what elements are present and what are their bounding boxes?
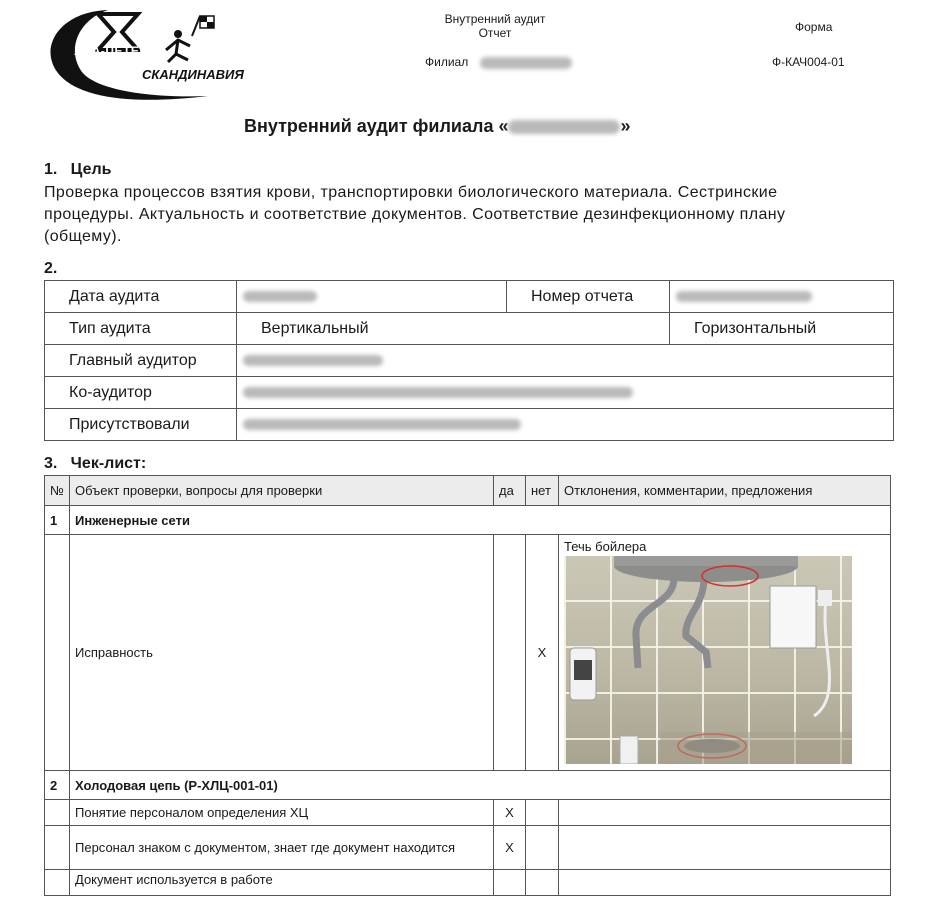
col-number: № xyxy=(45,476,70,506)
yes-cell xyxy=(494,870,526,896)
col-item: Объект проверки, вопросы для проверки xyxy=(70,476,494,506)
group-row xyxy=(45,506,891,535)
item-text: Персонал знаком с документом, знает где документ находится xyxy=(70,826,494,870)
col-comment: Отклонения, комментарии, предложения xyxy=(559,476,891,506)
redacted-branch xyxy=(480,57,572,69)
table-row xyxy=(45,409,894,441)
form-code: Ф-КАЧ004-01 xyxy=(772,55,845,69)
logo-text-line1: АВА-ПЕТЕР xyxy=(74,44,148,58)
header-center-line1: Внутренний аудит xyxy=(444,12,546,26)
table-row xyxy=(45,535,891,771)
header-doc-type xyxy=(380,12,610,40)
yes-cell: X xyxy=(494,826,526,870)
group-number: 1 xyxy=(45,506,70,535)
checklist-table xyxy=(44,475,891,896)
company-logo xyxy=(38,6,253,104)
report-number-value xyxy=(670,281,894,313)
branch-label: Филиал xyxy=(425,55,469,69)
yes-cell xyxy=(494,535,526,771)
group-row xyxy=(45,771,891,800)
item-text: Документ используется в работе xyxy=(70,870,494,896)
audit-type-vertical: Вертикальный xyxy=(237,313,670,345)
item-text: Исправность xyxy=(70,535,494,771)
redacted-branch-name xyxy=(508,120,620,134)
no-cell xyxy=(526,826,559,870)
audit-type-label: Тип аудита xyxy=(45,313,237,345)
table-row xyxy=(45,281,894,313)
section-1-heading: 1. Цель xyxy=(44,161,112,178)
present-value xyxy=(237,409,894,441)
section-1-text: Проверка процессов взятия крови, транспортировки биологического материала. Сестринские процедуры. Актуальность и соответствие документов. Соответствие дезинфекционному плану (общему). xyxy=(44,184,786,245)
report-number-label: Номер отчета xyxy=(507,281,670,313)
comment-cell xyxy=(559,535,891,771)
no-cell: X xyxy=(526,535,559,771)
comment-cell xyxy=(559,800,891,826)
table-row xyxy=(45,800,891,826)
section-2-heading: 2. xyxy=(44,260,58,277)
table-row xyxy=(45,377,894,409)
group-title: Инженерные сети xyxy=(70,506,891,535)
col-no: нет xyxy=(526,476,559,506)
yes-cell: X xyxy=(494,800,526,826)
title-suffix: » xyxy=(620,116,631,136)
group-title: Холодовая цепь (Р-ХЛЦ-001-01) xyxy=(70,771,891,800)
group-number: 2 xyxy=(45,771,70,800)
logo-text-line2: СКАНДИНАВИЯ xyxy=(142,67,244,82)
header-center-line2: Отчет xyxy=(478,26,512,40)
audit-date-label: Дата аудита xyxy=(45,281,237,313)
comment-cell xyxy=(559,870,891,896)
table-row xyxy=(45,826,891,870)
comment-cell xyxy=(559,826,891,870)
form-label: Форма xyxy=(795,20,833,34)
table-header-row xyxy=(45,476,891,506)
col-yes: да xyxy=(494,476,526,506)
audit-date-value xyxy=(237,281,507,313)
item-text: Понятие персоналом определения ХЦ xyxy=(70,800,494,826)
audit-info-table xyxy=(44,280,894,441)
title-prefix: Внутренний аудит филиала « xyxy=(244,116,509,136)
section-3-heading: 3. Чек-лист: xyxy=(44,455,147,472)
no-cell xyxy=(526,870,559,896)
table-row xyxy=(45,313,894,345)
audit-type-horizontal: Горизонтальный xyxy=(670,313,894,345)
no-cell xyxy=(526,800,559,826)
page-title xyxy=(244,116,630,137)
table-row xyxy=(45,345,894,377)
lead-auditor-value xyxy=(237,345,894,377)
table-row xyxy=(45,870,891,896)
co-auditor-value xyxy=(237,377,894,409)
present-label: Присутствовали xyxy=(45,409,237,441)
comment-text: Течь бойлера xyxy=(564,539,647,554)
co-auditor-label: Ко-аудитор xyxy=(45,377,237,409)
boiler-leak-photo xyxy=(564,556,852,764)
lead-auditor-label: Главный аудитор xyxy=(45,345,237,377)
